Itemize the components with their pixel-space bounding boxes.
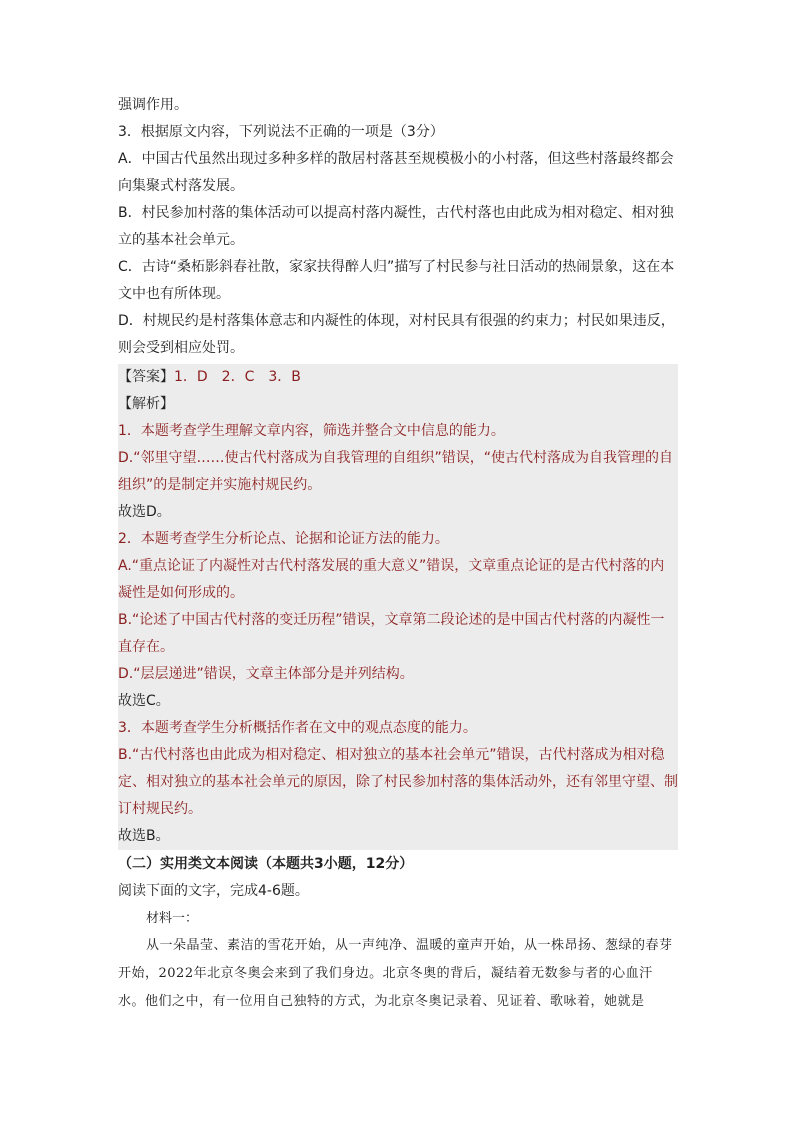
question-3-option-b: B．村民参加村落的集体活动可以提高村落内凝性，古代村落也由此成为相对稳定、相对独立的基本社会单元。: [118, 205, 674, 248]
analysis-conclusion: 故选C。: [118, 693, 170, 709]
material-text: 从一朵晶莹、素洁的雪花开始，从一声纯净、温暖的童声开始，从一株昂扬、葱绿的春芽开始，2022年北京冬奥会来到了我们身边。北京冬奥的背后，凝结着无数参与者的心血汗水。他们之中，有一位用自己独特的方式，为北京冬奥记录着、见证着、歌咏着，她就是: [118, 938, 673, 1009]
answer-analysis-block: [118, 364, 678, 850]
analysis-item: 1．本题考查学生理解文章内容，筛选并整合文中信息的能力。: [118, 423, 505, 439]
page-content: [118, 92, 678, 1016]
analysis-conclusion: 故选D。: [118, 504, 171, 520]
analysis-conclusion: 故选B。: [118, 828, 170, 844]
section-instruction: 阅读下面的文字，完成4-6题。: [118, 883, 309, 899]
question-tail: 强调作用。: [118, 97, 188, 113]
analysis-item: B.“古代村落也由此成为相对稳定、相对独立的基本社会单元”错误，古代村落成为相对稳定、相对独立的基本社会单元的原因，除了村民参加村落的集体活动外，还有邻里守望、制订村规民约。: [118, 747, 678, 817]
analysis-item: B.“论述了中国古代村落的变迁历程”错误，文章第二段论述的是中国古代村落的内凝性一直存在。: [118, 612, 665, 655]
analysis-label: 【解析】: [118, 396, 174, 412]
analysis-item: A.“重点论证了内凝性对古代村落发展的重大意义”错误，文章重点论证的是古代村落的内凝性是如何形成的。: [118, 558, 665, 601]
answer-text: 1．D 2．C 3．B: [174, 369, 301, 385]
question-3-stem: 3．根据原文内容，下列说法不正确的一项是（3分）: [118, 124, 444, 140]
material-label: 材料一：: [146, 911, 199, 926]
section-title: （二）实用类文本阅读（本题共3小题，12分）: [118, 856, 414, 872]
question-3-option-d: D．村规民约是村落集体意志和内凝性的体现，对村民具有很强的约束力；村民如果违反，则会受到相应处罚。: [118, 313, 675, 356]
analysis-item: 3．本题考查学生分析概括作者在文中的观点态度的能力。: [118, 720, 477, 736]
question-3-option-c: C．古诗“桑柘影斜春社散，家家扶得醉人归”描写了村民参与社日活动的热闹景象，这在本文中也有所体现。: [118, 259, 675, 302]
analysis-item: D.“邻里守望……使古代村落成为自我管理的自组织”错误，“使古代村落成为自我管理的自组织”的是制定并实施村规民约。: [118, 450, 673, 493]
answer-line: [118, 364, 678, 391]
analysis-item: 2．本题考查学生分析论点、论据和论证方法的能力。: [118, 531, 449, 547]
analysis-item: D.“层层递进”错误，文章主体部分是并列结构。: [118, 666, 414, 682]
answer-label: 【答案】: [118, 369, 174, 385]
question-3-option-a: A．中国古代虽然出现过多种多样的散居村落甚至规模极小的小村落，但这些村落最终都会向集聚式村落发展。: [118, 151, 674, 194]
